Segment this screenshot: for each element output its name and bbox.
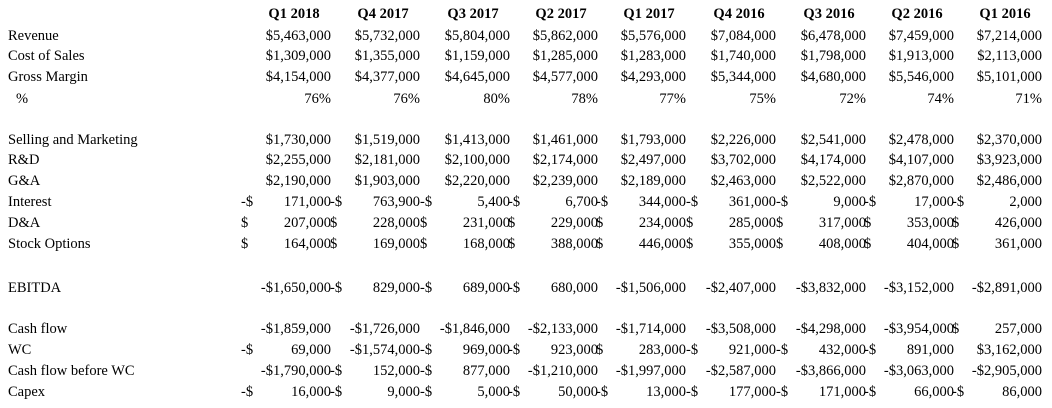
number-part: 6,700 [565,194,598,210]
number-part: -$3,152,000 [883,280,954,296]
row-label: Cost of Sales [8,48,85,64]
number-part: $4,645,000 [444,69,510,85]
currency-part: -$ [686,384,699,400]
row-gross-margin [0,67,1052,87]
number-part: 9,000 [833,194,866,210]
currency-part: -$ [420,363,433,379]
number-part: $2,497,000 [620,152,686,168]
number-part: 361,000 [994,236,1042,252]
number-part: 921,000 [728,342,776,358]
number-part: $6,478,000 [800,28,866,44]
number-part: 891,000 [906,342,954,358]
number-part: -$1,506,000 [615,280,686,296]
number-part: $1,309,000 [265,48,331,64]
number-part: 17,000 [914,194,954,210]
percent-cell: 71% [1015,91,1042,107]
number-part: -$1,846,000 [439,321,510,337]
number-part: 2,000 [1009,194,1042,210]
row-stock-options [0,234,1052,254]
number-part: $1,519,000 [354,132,420,148]
number-part: $4,680,000 [800,69,866,85]
number-part: -$3,866,000 [795,363,866,379]
row-dna [0,213,1052,233]
currency-part: $ [864,236,872,252]
currency-part: $ [330,236,338,252]
number-part: $1,903,000 [354,173,420,189]
number-part: $2,486,000 [976,173,1042,189]
number-part: 689,000 [462,280,510,296]
number-part: 231,000 [462,215,510,231]
row-cash-flow-before-wc [0,361,1052,381]
number-part: 5,000 [477,384,510,400]
number-part: $5,732,000 [354,28,420,44]
number-part: -$1,726,000 [349,321,420,337]
number-part: 446,000 [638,236,686,252]
number-part: -$4,298,000 [795,321,866,337]
currency-part: -$ [420,194,433,210]
currency-part: -$ [776,342,789,358]
column-header: Q3 2017 [447,6,499,22]
row-revenue [0,26,1052,46]
number-part: $2,181,000 [354,152,420,168]
number-part: 228,000 [372,215,420,231]
number-part: $7,459,000 [888,28,954,44]
number-part: $7,214,000 [976,28,1042,44]
number-part: 229,000 [550,215,598,231]
number-part: 16,000 [291,384,331,400]
row-ebitda [0,278,1052,298]
currency-part: -$ [330,363,343,379]
number-part: $5,804,000 [444,28,510,44]
currency-part: -$ [241,342,254,358]
number-part: 9,000 [387,384,420,400]
number-part: $4,154,000 [265,69,331,85]
currency-part: -$ [420,384,433,400]
currency-part: -$ [508,280,521,296]
number-part: $3,702,000 [710,152,776,168]
currency-part: -$ [864,384,877,400]
number-part: $5,546,000 [888,69,954,85]
number-part: $2,370,000 [976,132,1042,148]
number-part: $1,285,000 [532,48,598,64]
number-part: $1,159,000 [444,48,510,64]
percent-cell: 74% [927,91,954,107]
number-part: 171,000 [283,194,331,210]
row-wc [0,340,1052,360]
column-header: Q1 2018 [268,6,320,22]
number-part: -$3,508,000 [705,321,776,337]
percent-cell: 76% [304,91,331,107]
number-part: $5,862,000 [532,28,598,44]
percent-cell: 75% [749,91,776,107]
number-part: $2,239,000 [532,173,598,189]
number-part: -$1,997,000 [615,363,686,379]
currency-part: -$ [776,384,789,400]
currency-part: -$ [776,194,789,210]
number-part: 234,000 [638,215,686,231]
row-label: Capex [8,384,46,400]
number-part: $2,174,000 [532,152,598,168]
number-part: $5,344,000 [710,69,776,85]
currency-part: $ [952,321,960,337]
number-part: $1,461,000 [532,132,598,148]
currency-part: $ [952,236,960,252]
number-part: $1,413,000 [444,132,510,148]
number-part: $2,870,000 [888,173,954,189]
row-label: Stock Options [8,236,91,252]
number-part: $1,283,000 [620,48,686,64]
number-part: 66,000 [914,384,954,400]
currency-part: $ [686,215,694,231]
number-part: 426,000 [994,215,1042,231]
row-gna [0,171,1052,191]
column-header: Q4 2017 [357,6,409,22]
percent-cell: 77% [659,91,686,107]
number-part: $5,101,000 [976,69,1042,85]
number-part: 164,000 [283,236,331,252]
currency-part: $ [864,215,872,231]
number-part: 177,000 [728,384,776,400]
currency-part: $ [241,236,249,252]
number-part: -$2,891,000 [971,280,1042,296]
row-cost-of-sales [0,46,1052,66]
number-part: $2,463,000 [710,173,776,189]
number-part: $2,100,000 [444,152,510,168]
number-part: -$3,063,000 [883,363,954,379]
currency-part: -$ [864,194,877,210]
currency-part: -$ [596,194,609,210]
row-interest [0,192,1052,212]
number-part: 285,000 [728,215,776,231]
currency-part: -$ [330,384,343,400]
number-part: $4,377,000 [354,69,420,85]
number-part: 168,000 [462,236,510,252]
currency-part: -$ [420,280,433,296]
row-label: WC [8,342,32,358]
number-part: 207,000 [283,215,331,231]
currency-part: $ [776,236,784,252]
row-label: R&D [8,152,40,168]
currency-part: -$ [596,384,609,400]
number-part: $1,793,000 [620,132,686,148]
currency-part: -$ [952,384,965,400]
currency-part: $ [952,215,960,231]
number-part: $7,084,000 [710,28,776,44]
currency-part: -$ [420,342,433,358]
row-gross-margin-pct [0,89,1052,109]
number-part: 353,000 [906,215,954,231]
currency-part: $ [776,215,784,231]
number-part: $2,541,000 [800,132,866,148]
number-part: $1,913,000 [888,48,954,64]
currency-part: $ [596,215,604,231]
row-label: Selling and Marketing [8,132,138,148]
number-part: 152,000 [372,363,420,379]
number-part: 257,000 [994,321,1042,337]
currency-part: $ [596,236,604,252]
number-part: 877,000 [462,363,510,379]
number-part: 361,000 [728,194,776,210]
row-label: Interest [8,194,52,210]
number-part: 344,000 [638,194,686,210]
number-part: $2,220,000 [444,173,510,189]
currency-part: $ [596,342,604,358]
number-part: 169,000 [372,236,420,252]
number-part: $1,740,000 [710,48,776,64]
number-part: $5,576,000 [620,28,686,44]
number-part: -$2,905,000 [971,363,1042,379]
currency-part: $ [508,215,516,231]
row-selling-marketing [0,130,1052,150]
currency-part: -$ [686,342,699,358]
number-part: -$3,832,000 [795,280,866,296]
number-part: $5,463,000 [265,28,331,44]
currency-part: -$ [330,280,343,296]
number-part: 317,000 [818,215,866,231]
number-part: $2,226,000 [710,132,776,148]
row-label: % [16,91,29,107]
number-part: -$1,650,000 [260,280,331,296]
number-part: 13,000 [646,384,686,400]
number-part: -$1,859,000 [260,321,331,337]
number-part: 680,000 [550,280,598,296]
number-part: -$1,574,000 [349,342,420,358]
currency-part: $ [241,215,249,231]
currency-part: -$ [864,342,877,358]
number-part: 388,000 [550,236,598,252]
number-part: $1,355,000 [354,48,420,64]
column-header: Q2 2016 [891,6,943,22]
number-part: 355,000 [728,236,776,252]
number-part: 50,000 [558,384,598,400]
currency-part: -$ [508,194,521,210]
row-label: D&A [8,215,41,231]
number-part: 969,000 [462,342,510,358]
number-part: $4,577,000 [532,69,598,85]
number-part: $3,923,000 [976,152,1042,168]
number-part: 171,000 [818,384,866,400]
currency-part: -$ [952,194,965,210]
number-part: $2,522,000 [800,173,866,189]
row-label: Gross Margin [8,69,88,85]
currency-part: -$ [241,384,254,400]
row-label: G&A [8,173,41,189]
column-header: Q1 2017 [623,6,675,22]
number-part: $2,113,000 [977,48,1042,64]
number-part: -$3,954,000 [883,321,954,337]
row-rnd [0,150,1052,170]
currency-part: $ [420,236,428,252]
column-header: Q2 2017 [535,6,587,22]
currency-part: -$ [508,384,521,400]
number-part: 5,400 [477,194,510,210]
currency-part: $ [508,236,516,252]
number-part: -$2,133,000 [527,321,598,337]
number-part: 829,000 [372,280,420,296]
number-part: $2,190,000 [265,173,331,189]
column-header: Q3 2016 [803,6,855,22]
percent-cell: 78% [571,91,598,107]
currency-part: -$ [686,194,699,210]
row-label: Revenue [8,28,59,44]
number-part: 408,000 [818,236,866,252]
percent-cell: 72% [839,91,866,107]
header-row [0,4,1052,24]
percent-cell: 80% [483,91,510,107]
percent-cell: 76% [393,91,420,107]
number-part: $2,255,000 [265,152,331,168]
number-part: $2,478,000 [888,132,954,148]
number-part: 69,000 [291,342,331,358]
number-part: -$2,407,000 [705,280,776,296]
number-part: $4,174,000 [800,152,866,168]
currency-part: -$ [330,194,343,210]
currency-part: $ [686,236,694,252]
number-part: 86,000 [1002,384,1042,400]
number-part: 763,900 [372,194,420,210]
row-label: Cash flow [8,321,68,337]
number-part: $2,189,000 [620,173,686,189]
number-part: 283,000 [638,342,686,358]
row-capex [0,382,1052,402]
number-part: $3,162,000 [976,342,1042,358]
number-part: -$1,790,000 [260,363,331,379]
number-part: $1,730,000 [265,132,331,148]
currency-part: $ [420,215,428,231]
number-part: $1,798,000 [800,48,866,64]
currency-part: -$ [508,342,521,358]
column-header: Q4 2016 [713,6,765,22]
currency-part: $ [330,215,338,231]
number-part: $4,293,000 [620,69,686,85]
column-header: Q1 2016 [979,6,1031,22]
number-part: -$1,210,000 [527,363,598,379]
row-label: Cash flow before WC [8,363,135,379]
number-part: 432,000 [818,342,866,358]
row-cash-flow [0,319,1052,339]
number-part: -$2,587,000 [705,363,776,379]
number-part: $4,107,000 [888,152,954,168]
row-label: EBITDA [8,280,62,296]
number-part: -$1,714,000 [615,321,686,337]
number-part: 404,000 [906,236,954,252]
currency-part: -$ [241,194,254,210]
number-part: 923,000 [550,342,598,358]
